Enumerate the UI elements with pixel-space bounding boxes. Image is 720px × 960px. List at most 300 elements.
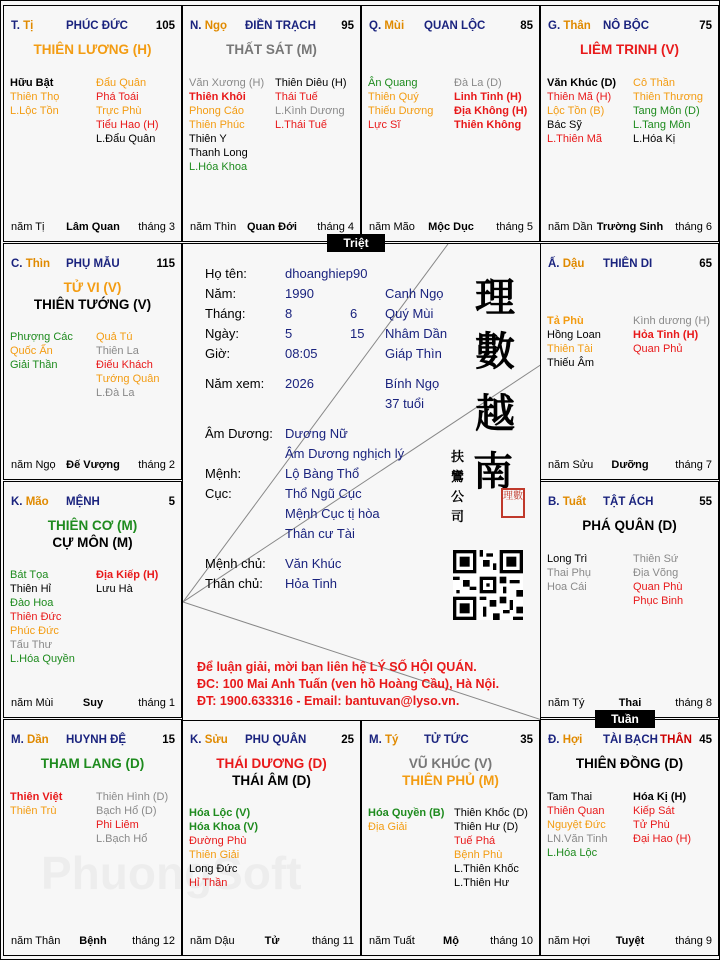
palace-age: 25	[341, 734, 354, 746]
star-hoa-khoa-v: Hóa Khoa (V)	[189, 821, 259, 833]
palace-can: B.	[548, 496, 560, 508]
triet-tag: Triệt	[327, 234, 385, 252]
palace-header	[11, 734, 175, 746]
star-dieu-khach: Điếu Khách	[96, 359, 153, 371]
palace-footer	[369, 221, 533, 235]
menh-label: Mệnh:	[205, 466, 242, 481]
month-label: Tháng:	[205, 306, 246, 321]
star-benh-phu: Bệnh Phù	[454, 849, 503, 861]
star-van-khuc-d: Văn Khúc (D)	[547, 77, 617, 89]
palace-month: tháng 7	[675, 459, 712, 471]
palace-truong-sinh: Dưỡng	[611, 459, 649, 471]
main-star-thai-am-d: THÁI ÂM (D)	[232, 773, 311, 788]
menh-value: Lộ Bàng Thổ	[285, 466, 360, 481]
star-linh-tinh-h: Linh Tinh (H)	[454, 91, 522, 103]
calligraphy-side-text: 扶 鸞 公 司	[451, 450, 465, 525]
star-ln-van-tinh: LN.Văn Tinh	[547, 833, 608, 845]
year-label: Năm:	[205, 286, 237, 301]
star-thien-giai: Thiên Giải	[189, 849, 240, 861]
cuc-value: Thổ Ngũ Cục	[285, 486, 362, 501]
star-thien-quan: Thiên Quan	[547, 805, 605, 817]
palace-footer	[548, 697, 712, 711]
star-l-thien-ma: L.Thiên Mã	[547, 133, 603, 145]
star-dai-hao-h: Đại Hao (H)	[633, 833, 692, 845]
contact-address: ĐC: 100 Mai Anh Tuấn (ven hồ Hoàng Cầu), Hà Nội.	[197, 677, 500, 691]
left-star-column	[10, 330, 73, 372]
star-duong-phu: Đường Phù	[189, 835, 247, 847]
main-star-tu-vi-v: TỬ VI (V)	[63, 280, 122, 295]
month-value: 8	[285, 306, 293, 321]
star-quan-phu: Quan Phù	[633, 581, 683, 593]
star-hong-loan: Hồng Loan	[547, 329, 601, 341]
main-star-thien-phu-m: THIÊN PHỦ (M)	[402, 773, 499, 788]
star-thien-viet: Thiên Việt	[10, 791, 63, 803]
view-year-value: 2026	[285, 376, 314, 391]
left-star-column	[368, 76, 433, 132]
main-star-thien-dong-d: THIÊN ĐỒNG (D)	[575, 756, 684, 771]
star-tu-phu: Tử Phù	[633, 819, 670, 831]
palace-truong-sinh: Đế Vượng	[66, 459, 120, 471]
palace-footer	[548, 459, 712, 473]
star-quoc-an: Quốc Ấn	[10, 345, 53, 357]
red-seal: 理數	[501, 488, 525, 518]
palace-truong-sinh: Tuyệt	[615, 935, 645, 947]
palace-chi: Sửu	[204, 734, 228, 746]
star-l-tang-mon: L.Tang Môn	[633, 119, 691, 131]
right-star-column	[96, 76, 159, 146]
contact-line-1: Để luận giải, mời bạn liên hệ LÝ SỐ HỘI QUÁN.	[197, 660, 477, 674]
palace-name: ĐIỀN TRẠCH	[245, 20, 316, 32]
palace-hoi	[540, 719, 719, 956]
month-lunar: 6	[350, 306, 358, 321]
palace-truong-sinh: Mộ	[443, 935, 459, 947]
star-huu-bat: Hữu Bật	[10, 77, 54, 89]
palace-thin	[3, 243, 182, 480]
main-star-thien-co-m: THIÊN CƠ (M)	[47, 518, 138, 533]
palace-month: tháng 8	[675, 697, 712, 709]
right-star-column	[275, 76, 347, 132]
month-canchi: Quý Mùi	[385, 306, 434, 321]
star-luu-ha: Lưu Hà	[96, 583, 133, 595]
palace-age: 5	[168, 496, 175, 508]
star-phong-cao: Phong Cáo	[189, 105, 245, 117]
palace-than	[540, 5, 719, 242]
star-l-da-la: L.Đà La	[96, 387, 135, 399]
palace-footer	[11, 935, 175, 949]
star-dia-giai: Địa Giải	[368, 821, 408, 833]
star-pha-toai: Phá Toái	[96, 91, 139, 103]
calligraphy-li: 理	[475, 274, 515, 321]
palace-age: 45	[699, 734, 712, 746]
star-l-dau-quan: L.Đẩu Quân	[96, 133, 156, 145]
palace-year: năm Dần	[548, 221, 593, 233]
palace-mao	[3, 481, 182, 718]
palace-ty	[3, 5, 182, 242]
palace-can: N.	[190, 20, 202, 32]
main-star-thien-luong-h: THIÊN LƯƠNG (H)	[33, 42, 152, 57]
palace-can: K.	[11, 496, 23, 508]
palace-chi: Tị	[23, 20, 34, 32]
palace-ngo	[182, 5, 361, 242]
palace-name: THIÊN DI	[603, 258, 653, 270]
year-canchi: Canh Ngọ	[385, 286, 444, 301]
star-thien-su: Thiên Sứ	[633, 553, 679, 565]
left-star-column	[10, 568, 75, 666]
palace-truong-sinh: Lâm Quan	[66, 221, 120, 233]
star-hoa-quyen-b: Hóa Quyền (B)	[368, 807, 445, 819]
palace-name: TẬT ÁCH	[603, 496, 654, 508]
right-star-column	[454, 806, 528, 890]
right-star-column	[96, 790, 168, 846]
palace-header	[548, 496, 712, 508]
palace-year: năm Thân	[11, 935, 61, 947]
star-thien-la: Thiên La	[96, 345, 139, 357]
star-ta-phu: Tả Phù	[547, 315, 584, 327]
star-hoa-ki-h: Hóa Kị (H)	[633, 791, 687, 803]
main-star-liem-trinh-v: LIÊM TRINH (V)	[580, 42, 679, 57]
palace-age: 65	[699, 258, 712, 270]
left-star-column	[10, 790, 62, 818]
right-star-column	[633, 314, 710, 356]
left-star-column	[547, 314, 601, 370]
star-qua-tu: Quả Tú	[96, 331, 133, 343]
palace-can: M.	[369, 734, 382, 746]
palace-header	[548, 734, 712, 746]
star-l-hoa-loc: L.Hóa Lộc	[547, 847, 598, 859]
palace-truong-sinh: Mộc Dục	[428, 221, 474, 233]
star-long-tri: Long Trì	[547, 553, 588, 565]
calligraphy-so: 數	[475, 328, 515, 375]
star-l-hoa-ki: L.Hóa Kị	[633, 133, 676, 145]
palace-header	[11, 496, 175, 508]
left-star-column	[547, 790, 608, 860]
hour-label: Giờ:	[205, 346, 231, 361]
star-thien-hinh-d: Thiên Hình (D)	[96, 791, 169, 803]
star-l-loc-ton: L.Lộc Tồn	[10, 105, 59, 117]
star-l-hoa-quyen: L.Hóa Quyền	[10, 653, 75, 665]
palace-footer	[548, 935, 712, 949]
palace-year: năm Mão	[369, 221, 415, 233]
view-year-label: Năm xem:	[205, 376, 265, 391]
palace-suu	[182, 719, 361, 956]
star-thieu-duong: Thiếu Dương	[368, 105, 434, 117]
right-star-column	[633, 76, 703, 146]
palace-month: tháng 5	[496, 221, 533, 233]
am-duong-label: Âm Dương:	[205, 426, 273, 441]
star-truc-phu: Trực Phù	[96, 105, 142, 117]
palace-tuat	[540, 481, 719, 718]
star-thien-dieu-h: Thiên Diêu (H)	[275, 77, 347, 89]
star-tieu-hao-h: Tiểu Hao (H)	[96, 119, 159, 131]
hour-value: 08:05	[285, 346, 318, 361]
calligraphy-viet: 越	[475, 390, 515, 437]
palace-month: tháng 1	[138, 697, 175, 709]
star-thien-thuong: Thiên Thương	[633, 91, 704, 103]
star-dia-vong: Địa Võng	[633, 567, 679, 579]
star-l-bach-ho: L.Bạch Hổ	[96, 833, 148, 845]
star-long-duc: Long Đức	[189, 863, 238, 875]
right-star-column	[96, 330, 160, 400]
star-l-hoa-khoa: L.Hóa Khoa	[189, 161, 248, 173]
palace-year: năm Tý	[548, 697, 585, 709]
star-kiep-sat: Kiếp Sát	[633, 805, 675, 817]
star-tang-mon-d: Tang Môn (D)	[633, 105, 700, 117]
star-l-thien-hu: L.Thiên Hư	[454, 877, 510, 889]
right-star-column	[454, 76, 527, 132]
palace-can: M.	[11, 734, 24, 746]
right-star-column	[633, 552, 683, 608]
palace-chi: Ngọ	[204, 20, 228, 32]
menh-chu-value: Văn Khúc	[285, 556, 342, 571]
star-thien-khoi: Thiên Khôi	[189, 91, 246, 103]
palace-ty2	[361, 719, 540, 956]
right-star-column	[96, 568, 158, 596]
star-l-thien-khoc: L.Thiên Khốc	[454, 863, 519, 875]
left-star-column	[189, 76, 264, 174]
palace-year: năm Tị	[11, 221, 45, 233]
left-star-column	[10, 76, 59, 118]
palace-footer	[369, 935, 533, 949]
qr-code[interactable]	[453, 550, 523, 620]
palace-header	[369, 734, 533, 746]
palace-name: PHÚC ĐỨC	[66, 20, 128, 32]
cuc-note: Mệnh Cục tị hòa	[285, 506, 380, 521]
star-thien-quy: Thiên Quý	[368, 91, 419, 103]
star-tau-thu: Tấu Thư	[10, 639, 53, 651]
am-duong-value: Dương Nữ	[285, 426, 348, 441]
main-star-thai-duong-d: THÁI DƯƠNG (D)	[216, 756, 327, 771]
qr-code-pattern	[453, 550, 523, 620]
palace-footer	[548, 221, 712, 235]
center-info-panel	[182, 243, 541, 721]
star-van-xuong-h: Văn Xương (H)	[189, 77, 265, 89]
name-label: Họ tên:	[205, 266, 247, 281]
star-tuong-quan: Tướng Quân	[96, 373, 160, 385]
star-co-than: Cô Thần	[633, 77, 675, 89]
palace-dan	[3, 719, 182, 956]
star-bach-ho-d: Bạch Hổ (D)	[96, 805, 157, 817]
palace-month: tháng 4	[317, 221, 354, 233]
left-star-column	[547, 76, 616, 146]
palace-chi: Dần	[26, 734, 49, 746]
than-chu-label: Thân chủ:	[205, 576, 263, 591]
star-kinh-duong-h: Kình dương (H)	[633, 315, 710, 327]
star-phuc-duc: Phúc Đức	[10, 625, 59, 637]
palace-name: PHU QUÂN	[245, 734, 307, 746]
left-star-column	[547, 552, 591, 594]
palace-age: 55	[699, 496, 712, 508]
name-value: dhoanghiep90	[285, 266, 368, 281]
star-thien-phuc: Thiên Phúc	[189, 119, 245, 131]
palace-name: TÀI BẠCH	[603, 734, 658, 746]
palace-can: G.	[548, 20, 561, 32]
palace-can: Q.	[369, 20, 382, 32]
star-hi-than: Hỉ Thần	[189, 877, 228, 889]
star-dia-kiep-h: Địa Kiếp (H)	[96, 569, 159, 581]
palace-truong-sinh: Trường Sinh	[596, 221, 664, 233]
main-star-cu-mon-m: CỰ MÔN (M)	[52, 535, 133, 550]
menh-chu-label: Mệnh chủ:	[205, 556, 266, 571]
palace-age: 95	[341, 20, 354, 32]
palace-chi: Thìn	[25, 258, 50, 270]
palace-name: NÔ BỘC	[603, 20, 649, 32]
year-value: 1990	[285, 286, 314, 301]
palace-year: năm Mùi	[11, 697, 54, 709]
than-chu-value: Hỏa Tinh	[285, 576, 338, 591]
palace-truong-sinh: Suy	[82, 697, 104, 709]
palace-truong-sinh: Tử	[264, 935, 280, 947]
palace-month: tháng 6	[675, 221, 712, 233]
star-loc-ton-b: Lộc Tồn (B)	[547, 105, 605, 117]
star-dau-quan: Đẩu Quân	[96, 77, 147, 89]
star-thien-tho: Thiên Thọ	[10, 91, 60, 103]
star-bac-sy: Bác Sỹ	[547, 119, 582, 131]
day-lunar: 15	[350, 326, 365, 341]
palace-header	[548, 258, 712, 270]
palace-year: năm Ngọ	[11, 459, 56, 471]
palace-can: K.	[190, 734, 202, 746]
palace-month: tháng 10	[490, 935, 533, 947]
palace-dau	[540, 243, 719, 480]
palace-truong-sinh: Thai	[618, 697, 642, 709]
main-star-thien-tuong-v: THIÊN TƯỚNG (V)	[33, 297, 152, 312]
star-an-quang: Ân Quang	[368, 77, 418, 89]
main-star-tham-lang-d: THAM LANG (D)	[40, 756, 145, 771]
palace-age: 15	[162, 734, 175, 746]
palace-chi: Thân	[563, 20, 591, 32]
palace-age: 85	[520, 20, 533, 32]
star-thai-phu: Thai Phụ	[547, 567, 592, 579]
star-thien-y: Thiên Y	[189, 133, 227, 145]
star-phuong-cac: Phượng Các	[10, 331, 73, 343]
palace-can: T.	[11, 20, 20, 32]
star-thanh-long: Thanh Long	[189, 147, 248, 159]
star-dia-khong-h: Địa Không (H)	[454, 105, 528, 117]
am-duong-note: Âm Dương nghịch lý	[285, 446, 405, 461]
star-thien-tru: Thiên Trù	[10, 805, 57, 817]
palace-month: tháng 2	[138, 459, 175, 471]
palace-month: tháng 12	[132, 935, 175, 947]
palace-header	[369, 20, 533, 32]
than-cu-note: Thân cư Tài	[285, 526, 355, 541]
star-bat-toa: Bát Tọa	[10, 569, 49, 581]
star-thien-hu-d: Thiên Hư (D)	[454, 821, 519, 833]
palace-name: PHỤ MẪU	[66, 258, 120, 270]
main-star-vu-khuc-v: VŨ KHÚC (V)	[408, 756, 493, 771]
star-l-kinh-duong: L.Kình Dương	[275, 105, 345, 117]
palace-age: 35	[520, 734, 533, 746]
star-thien-khong: Thiên Không	[454, 119, 522, 131]
palace-name: HUYNH ĐỆ	[66, 734, 127, 746]
palace-can: Ấ.	[548, 258, 560, 270]
age-value: 37 tuổi	[385, 396, 425, 411]
palace-month: tháng 3	[138, 221, 175, 233]
star-hoa-loc-v: Hóa Lộc (V)	[189, 807, 251, 819]
palace-month: tháng 11	[311, 935, 354, 947]
palace-name: TỬ TỨC	[424, 734, 469, 746]
palace-year: năm Tuất	[369, 935, 415, 947]
palace-header	[190, 20, 354, 32]
palace-footer	[11, 221, 175, 235]
star-tam-thai: Tam Thai	[547, 791, 593, 803]
contact-phone-email[interactable]: ĐT: 1900.633316 - Email: bantuvan@lyso.vn.	[197, 694, 460, 708]
palace-can: Đ.	[548, 734, 560, 746]
palace-chi: Hợi	[562, 734, 583, 746]
main-star-pha-quan-d: PHÁ QUÂN (D)	[582, 518, 677, 533]
palace-chi: Dậu	[562, 258, 585, 270]
star-phuc-binh: Phục Binh	[633, 595, 684, 607]
star-thieu-am: Thiếu Âm	[547, 357, 595, 369]
star-thai-tue: Thái Tuế	[275, 91, 318, 103]
palace-age: 75	[699, 20, 712, 32]
star-thien-hi: Thiên Hỉ	[10, 583, 51, 595]
cuc-label: Cục:	[205, 486, 232, 501]
star-thien-khoc-d: Thiên Khốc (D)	[454, 807, 528, 819]
right-star-column	[633, 790, 691, 846]
star-hoa-tinh-h: Hỏa Tinh (H)	[633, 329, 699, 341]
star-hoa-cai: Hoa Cái	[547, 581, 587, 593]
palace-name: MỆNH	[66, 496, 100, 508]
palace-year: năm Sửu	[548, 459, 594, 471]
tuan-tag: Tuần	[595, 710, 655, 728]
day-label: Ngày:	[205, 326, 239, 341]
palace-header	[548, 20, 712, 32]
palace-header	[190, 734, 354, 746]
star-phi-liem: Phi Liêm	[96, 819, 139, 831]
palace-mui	[361, 5, 540, 242]
palace-year: năm Hợi	[548, 935, 591, 947]
palace-can: C.	[11, 258, 23, 270]
palace-chi: Tý	[384, 734, 399, 746]
day-value: 5	[285, 326, 293, 341]
palace-header	[11, 20, 175, 32]
main-star-that-sat-m: THẤT SÁT (M)	[226, 42, 317, 57]
palace-year: năm Thìn	[190, 221, 237, 233]
palace-footer	[11, 459, 175, 473]
star-giai-than: Giải Thần	[10, 359, 58, 371]
star-da-la-d: Đà La (D)	[454, 77, 502, 89]
hour-canchi: Giáp Thìn	[385, 346, 442, 361]
star-tue-pha: Tuế Phá	[454, 835, 496, 847]
left-star-column	[368, 806, 444, 834]
palace-age: 105	[155, 20, 175, 32]
star-quan-phu: Quan Phủ	[633, 343, 683, 355]
than-marker: THÂN	[660, 734, 692, 746]
star-nguyet-duc: Nguyệt Đức	[547, 819, 606, 831]
palace-age: 115	[156, 258, 175, 270]
star-thien-duc: Thiên Đức	[10, 611, 62, 623]
star-luc-si: Lực Sĩ	[368, 119, 401, 131]
star-thien-tai: Thiên Tài	[547, 343, 593, 355]
palace-chi: Mùi	[384, 20, 405, 32]
star-dao-hoa: Đào Hoa	[10, 597, 54, 609]
day-canchi: Nhâm Dần	[385, 326, 448, 341]
palace-footer	[190, 221, 354, 235]
palace-header	[11, 258, 175, 270]
palace-chi: Tuất	[562, 496, 587, 508]
palace-footer	[190, 935, 354, 949]
star-l-thai-tue: L.Thái Tuế	[275, 119, 327, 131]
calligraphy-nam: 南	[473, 448, 513, 495]
palace-year: năm Dậu	[190, 935, 235, 947]
palace-name: QUAN LỘC	[424, 20, 486, 32]
palace-chi: Mão	[25, 496, 49, 508]
palace-footer	[11, 697, 175, 711]
palace-truong-sinh: Quan Đới	[247, 221, 297, 233]
palace-truong-sinh: Bệnh	[79, 935, 107, 947]
palace-month: tháng 9	[675, 935, 712, 947]
watermark	[41, 846, 302, 900]
